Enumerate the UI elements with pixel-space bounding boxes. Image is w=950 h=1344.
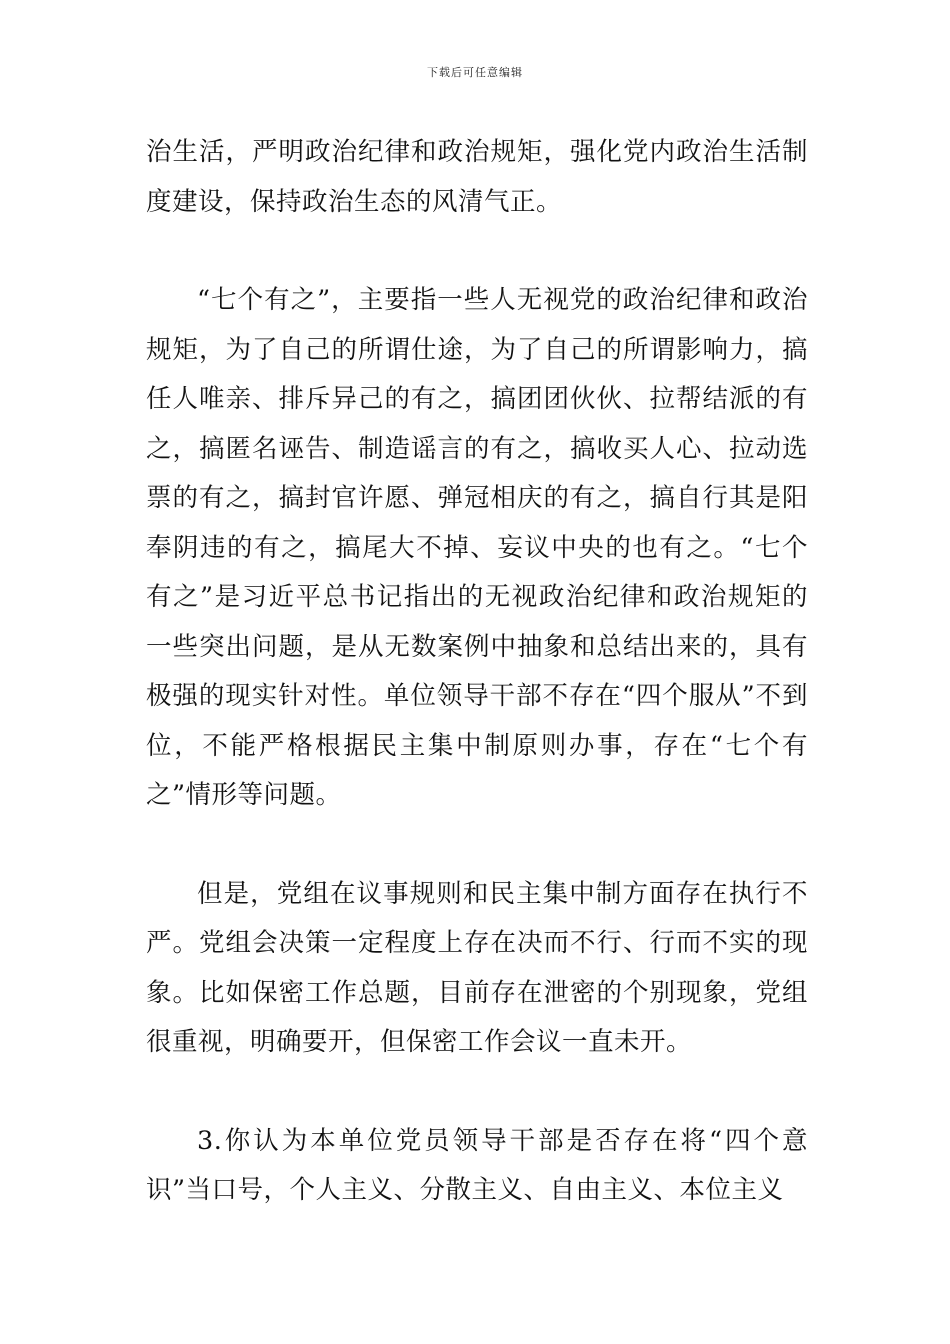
paragraph-4: 3.你认为本单位党员领导干部是否存在将“四个意识”当口号，个人主义、分散主义、自由主义、本位主义 — [146, 1125, 808, 1205]
paragraph-1: 治生活，严明政治纪律和政治规矩，强化党内政治生活制度建设，保持政治生态的风清气正。 — [146, 137, 808, 217]
paragraph-3: 但是，党组在议事规则和民主集中制方面存在执行不严。党组会决策一定程度上存在决而不行、行而不实的现象。比如保密工作总题，目前存在泄密的个别现象，党组很重视，明确要开，但保密工作会议一直未开。 — [146, 878, 808, 1057]
document-body — [146, 128, 808, 1216]
paragraph-2: “七个有之”，主要指一些人无视党的政治纪律和政治规矩，为了自己的所谓仕途，为了自己的所谓影响力，搞任人唯亲、排斥异己的有之，搞团团伙伙、拉帮结派的有之，搞匿名诬告、制造谣言的有之，搞收买人心、拉动选票的有之，搞封官许愿、弹冠相庆的有之，搞自行其是阳奉阴违的有之，搞尾大不掉、妄议中央的也有之。“七个有之”是习近平总书记指出的无视政治纪律和政治规矩的一些突出问题，是从无数案例中抽象和总结出来的，具有极强的现实针对性。单位领导干部不存在“四个服从”不到位，不能严格根据民主集中制原则办事，存在“七个有之”情形等问题。 — [146, 285, 808, 810]
header-note: 下载后可任意编辑 — [427, 66, 523, 79]
